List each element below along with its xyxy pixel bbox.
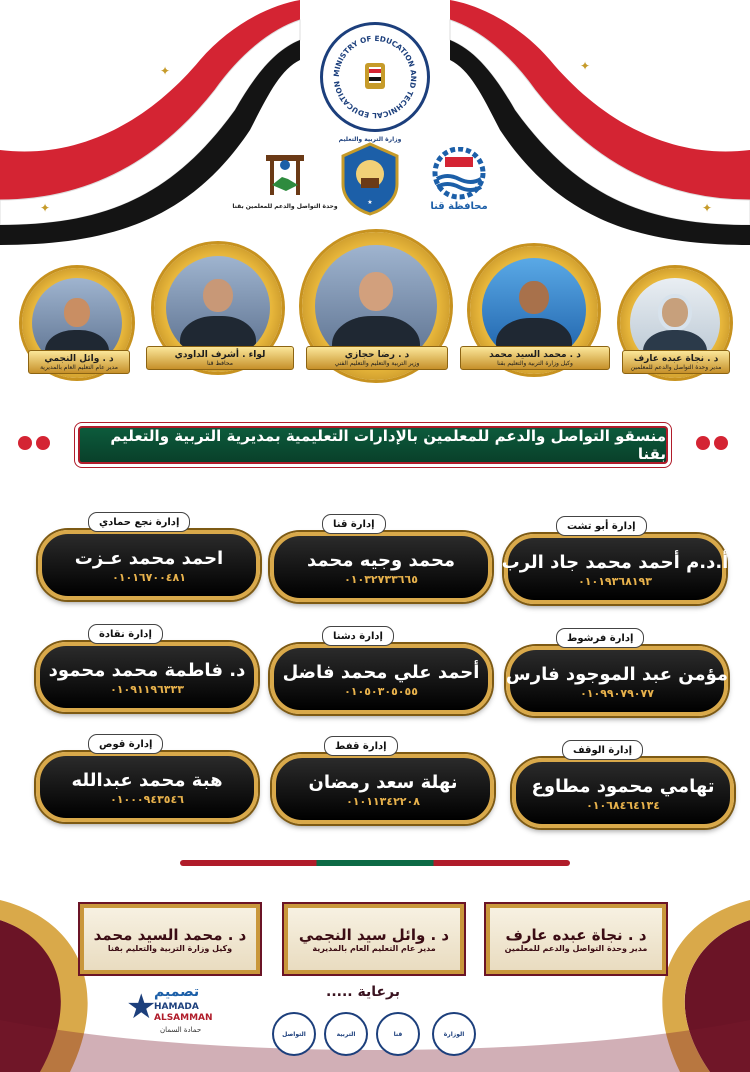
svg-text:★: ★ (367, 199, 373, 206)
official-title: وزير التربية والتعليم والتعليم الفني (334, 359, 420, 367)
leader-plate (80, 904, 260, 974)
handshake-icon (254, 153, 316, 203)
sponsor-logo-caption: قنا (393, 1030, 403, 1038)
department-tab: إدارة قوص (88, 734, 163, 754)
eagle-emblem-icon (327, 29, 423, 125)
flag-ribbon-left (0, 0, 310, 250)
leader-name: د . نجاة عبده عارف (505, 925, 647, 944)
designer-line2: HAMADA (154, 1002, 199, 1012)
coordinator-phone: ٠١٠٠٠٩٤٣٥٤٦ (110, 792, 184, 806)
leader-plate (486, 904, 666, 974)
logo-caption: محافظة قنا (430, 201, 488, 212)
teacher-support-unit-logo (232, 140, 338, 210)
official-name: د . وائل النجمي (44, 353, 114, 364)
logo-caption: وزارة التربية والتعليم (338, 136, 402, 143)
directorate-logo (330, 136, 410, 216)
coordinator-name: أحمد علي محمد فاضل (282, 661, 480, 683)
qena-governorate-logo (418, 138, 500, 212)
official-banner (28, 350, 130, 374)
coordinator-name: مؤمن عبد الموجود فارس (505, 663, 729, 685)
directorate-emblem-icon (337, 140, 403, 216)
coordinator-phone: ٠١٠٩٩٠٧٩٠٧٧ (580, 686, 654, 700)
ministry-logo (320, 22, 430, 132)
coordinator-name: نهلة سعد رمضان (308, 771, 458, 793)
coordinator-name: محمد وجيه محمد (306, 549, 456, 571)
leader-plate (284, 904, 464, 974)
designer-line3: ALSAMMAN (154, 1013, 213, 1023)
coordinator-name: احمد محمد عـزت (74, 547, 224, 569)
coordinator-phone: ٠١٠١٦٧٠٠٤٨١ (112, 570, 186, 584)
coordinator-card (506, 646, 728, 716)
official-name: د . محمد السيد محمد (489, 349, 581, 360)
sponsor-label: برعاية ..... (326, 984, 400, 1000)
official-banner (622, 350, 730, 374)
official-title: محافظ قنا (207, 359, 233, 367)
department-tab: إدارة قنا (322, 514, 386, 534)
leader-title: مدير وحدة التواصل والدعم للمعلمين (504, 943, 648, 953)
coordinator-card (270, 644, 492, 714)
coordinator-name: د. فاطمة محمد محمود (48, 659, 246, 681)
department-tab: إدارة نجع حمادي (88, 512, 190, 532)
sponsor-logo-caption: الوزارة (443, 1030, 465, 1038)
logo-caption: وحدة التواصل والدعم للمعلمين بقنا (232, 203, 338, 210)
leader-title: وكيل وزارة التربية والتعليم بقنا (107, 943, 233, 953)
official-name: د . نجاة عبده عارف (633, 353, 719, 364)
coordinator-name: هبة محمد عبدالله (71, 769, 223, 791)
leader-name: د . محمد السيد محمد (93, 925, 247, 944)
official-banner (146, 346, 294, 370)
department-tab: إدارة فرشوط (556, 628, 644, 648)
designer-credit (126, 984, 226, 1056)
official-title: مدير عام التعليم العام بالمديرية (40, 363, 118, 371)
coordinator-phone: ٠١٠١٩٣٦٨١٩٣ (578, 574, 652, 588)
designer-line4: حمادة السمان (160, 1026, 202, 1034)
coordinator-phone: ٠١٠١١٣٤٢٢٠٨ (346, 794, 420, 808)
flag-ribbon-right (440, 0, 750, 250)
handshake-icon (272, 1012, 316, 1056)
directorate-emblem-icon (324, 1012, 368, 1056)
department-tab: إدارة أبو تشت (556, 516, 647, 536)
qena-governorate-icon (376, 1012, 420, 1056)
coordinator-phone: ٠١٠٣٢٧٣٣٦٦٥ (344, 572, 418, 586)
designer-line1: تصميم (154, 984, 200, 1000)
sponsor-logo-caption: التربية (336, 1030, 356, 1038)
eagle-small-icon: ✦ (160, 64, 171, 78)
official-name: لواء . أشرف الداودي (174, 349, 266, 360)
svg-text:✦: ✦ (702, 201, 713, 215)
department-tab: إدارة دشنا (322, 626, 394, 646)
coordinator-name: تهامي محمود مطاوع (531, 775, 715, 797)
department-tab: إدارة قفط (324, 736, 398, 756)
official-title: وكيل وزارة التربية والتعليم بقنا (497, 359, 573, 367)
svg-text:✦: ✦ (580, 59, 591, 73)
leader-name: د . وائل سيد النجمي (298, 925, 450, 944)
coordinator-card (36, 642, 258, 712)
star-icon: ★ (126, 987, 157, 1027)
coordinator-card (272, 754, 494, 824)
coordinator-phone: ٠١٠٦٨٤٦٤١٣٤ (586, 798, 660, 812)
ministry-logo-text: MINISTRY OF EDUCATION AND TECHNICAL EDUCATION (331, 33, 419, 121)
coordinator-card (512, 758, 734, 828)
department-tab: إدارة نقادة (88, 624, 163, 644)
eagle-emblem-icon (432, 1012, 476, 1056)
red-dot (36, 436, 50, 450)
leader-title: مدير عام التعليم العام بالمديرية (312, 943, 436, 953)
official-title: مدير وحدة التواصل والدعم للمعلمين (630, 363, 722, 371)
coordinator-card (501, 534, 729, 604)
official-banner (306, 346, 448, 370)
coordinator-phone: ٠١٠٥٠٣٠٥٠٥٥ (344, 684, 418, 698)
coordinator-name: أ.د.م أحمد محمد جاد الرب (501, 551, 729, 573)
tricolor-divider (180, 860, 570, 866)
red-dot (18, 436, 32, 450)
svg-text:✦: ✦ (40, 201, 51, 215)
headline-banner: منسقو التواصل والدعم للمعلمين بالإدارات التعليمية بمديرية التربية والتعليم بقنا (78, 426, 668, 464)
red-dot (714, 436, 728, 450)
sponsor-logo-caption: التواصل (282, 1030, 306, 1038)
coordinator-card (36, 752, 258, 822)
official-banner (460, 346, 610, 370)
coordinator-card (270, 532, 492, 602)
red-dot (696, 436, 710, 450)
qena-governorate-icon (427, 147, 491, 201)
department-tab: إدارة الوقف (562, 740, 643, 760)
coordinator-phone: ٠١٠٩١١٩٦٣٣٣ (110, 682, 184, 696)
coordinator-card (38, 530, 260, 600)
official-name: د . رضا حجازي (344, 349, 410, 360)
